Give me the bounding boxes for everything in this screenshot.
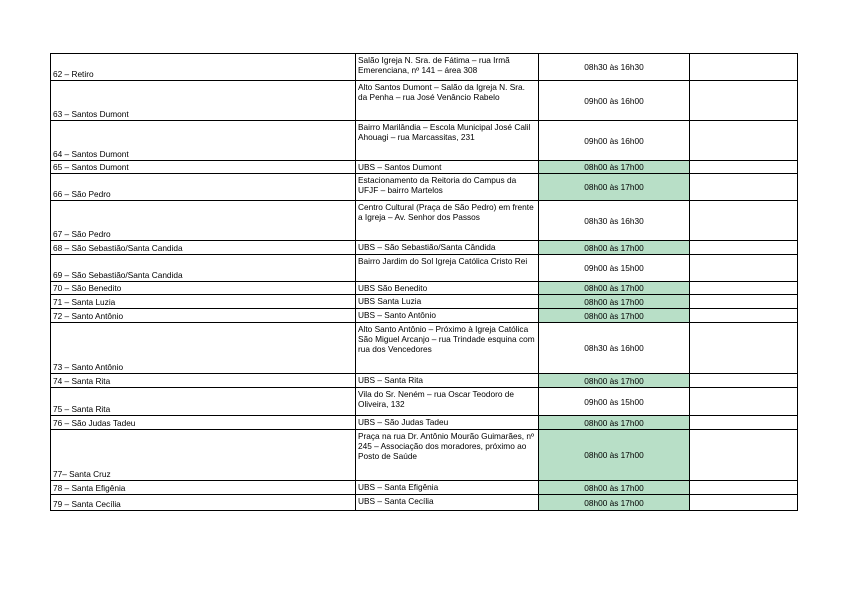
empty-cell bbox=[690, 430, 798, 481]
region-cell: 66 – São Pedro bbox=[51, 174, 356, 201]
table-row bbox=[51, 388, 798, 416]
empty-cell bbox=[690, 121, 798, 161]
region-cell: 70 – São Benedito bbox=[51, 282, 356, 295]
empty-cell bbox=[690, 295, 798, 309]
table-row bbox=[51, 121, 798, 161]
location-cell: UBS Santa Luzia bbox=[356, 295, 539, 309]
location-cell: Bairro Marilândia – Escola Municipal José Calil Ahouagi – rua Marcassitas, 231 bbox=[356, 121, 539, 161]
hours-cell: 08h00 às 17h00 bbox=[539, 174, 690, 201]
hours-cell: 09h00 às 16h00 bbox=[539, 121, 690, 161]
table-row bbox=[51, 309, 798, 323]
region-cell: 75 – Santa Rita bbox=[51, 388, 356, 416]
region-cell: 79 – Santa Cecília bbox=[51, 495, 356, 511]
hours-cell: 08h00 às 17h00 bbox=[539, 309, 690, 323]
hours-cell: 08h30 às 16h00 bbox=[539, 323, 690, 374]
region-cell: 77– Santa Cruz bbox=[51, 430, 356, 481]
table-row bbox=[51, 374, 798, 388]
location-cell: Vila do Sr. Neném – rua Oscar Teodoro de Oliveira, 132 bbox=[356, 388, 539, 416]
table-row bbox=[51, 241, 798, 255]
region-cell: 71 – Santa Luzia bbox=[51, 295, 356, 309]
location-cell: UBS – Santos Dumont bbox=[356, 161, 539, 174]
location-cell: UBS – São Judas Tadeu bbox=[356, 416, 539, 430]
region-cell: 76 – São Judas Tadeu bbox=[51, 416, 356, 430]
empty-cell bbox=[690, 282, 798, 295]
hours-cell: 08h00 às 17h00 bbox=[539, 481, 690, 495]
location-cell: UBS – Santa Rita bbox=[356, 374, 539, 388]
location-cell: Bairro Jardim do Sol Igreja Católica Cristo Rei bbox=[356, 255, 539, 282]
region-cell: 67 – São Pedro bbox=[51, 201, 356, 241]
location-cell: Salão Igreja N. Sra. de Fátima – rua Irmã Emerenciana, nº 141 – área 308 bbox=[356, 54, 539, 81]
table-row bbox=[51, 255, 798, 282]
location-cell: UBS – São Sebastião/Santa Cândida bbox=[356, 241, 539, 255]
empty-cell bbox=[690, 81, 798, 121]
table-row bbox=[51, 481, 798, 495]
table-row bbox=[51, 295, 798, 309]
table-row bbox=[51, 161, 798, 174]
table-body bbox=[51, 54, 798, 511]
empty-cell bbox=[690, 416, 798, 430]
empty-cell bbox=[690, 309, 798, 323]
hours-cell: 08h30 às 16h30 bbox=[539, 54, 690, 81]
empty-cell bbox=[690, 481, 798, 495]
empty-cell bbox=[690, 388, 798, 416]
region-cell: 68 – São Sebastião/Santa Candida bbox=[51, 241, 356, 255]
empty-cell bbox=[690, 54, 798, 81]
location-cell: UBS – Santo Antônio bbox=[356, 309, 539, 323]
hours-cell: 09h00 às 15h00 bbox=[539, 388, 690, 416]
region-cell: 78 – Santa Efigênia bbox=[51, 481, 356, 495]
hours-cell: 08h00 às 17h00 bbox=[539, 295, 690, 309]
empty-cell bbox=[690, 255, 798, 282]
region-cell: 69 – São Sebastião/Santa Candida bbox=[51, 255, 356, 282]
table-row bbox=[51, 54, 798, 81]
region-cell: 63 – Santos Dumont bbox=[51, 81, 356, 121]
table-row bbox=[51, 430, 798, 481]
region-cell: 72 – Santo Antônio bbox=[51, 309, 356, 323]
empty-cell bbox=[690, 161, 798, 174]
location-cell: UBS – Santa Cecília bbox=[356, 495, 539, 511]
table-row bbox=[51, 282, 798, 295]
location-cell: UBS São Benedito bbox=[356, 282, 539, 295]
empty-cell bbox=[690, 201, 798, 241]
location-cell: Alto Santos Dumont – Salão da Igreja N. Sra. da Penha – rua José Venâncio Rabelo bbox=[356, 81, 539, 121]
hours-cell: 08h00 às 17h00 bbox=[539, 416, 690, 430]
vaccination-schedule-table bbox=[50, 53, 798, 511]
location-cell: Praça na rua Dr. Antônio Mourão Guimarães, nº 245 – Associação dos moradores, próximo ao Posto de Saúde bbox=[356, 430, 539, 481]
hours-cell: 09h00 às 16h00 bbox=[539, 81, 690, 121]
table-row bbox=[51, 495, 798, 511]
location-cell: UBS – Santa Efigênia bbox=[356, 481, 539, 495]
hours-cell: 08h00 às 17h00 bbox=[539, 495, 690, 511]
hours-cell: 08h00 às 17h00 bbox=[539, 430, 690, 481]
hours-cell: 09h00 às 15h00 bbox=[539, 255, 690, 282]
hours-cell: 08h00 às 17h00 bbox=[539, 161, 690, 174]
table-row bbox=[51, 416, 798, 430]
empty-cell bbox=[690, 323, 798, 374]
location-cell: Estacionamento da Reitoria do Campus da UFJF – bairro Martelos bbox=[356, 174, 539, 201]
location-cell: Alto Santo Antônio – Próximo à Igreja Católica São Miguel Arcanjo – rua Trindade esquina com rua dos Vencedores bbox=[356, 323, 539, 374]
hours-cell: 08h00 às 17h00 bbox=[539, 374, 690, 388]
empty-cell bbox=[690, 374, 798, 388]
table-row bbox=[51, 201, 798, 241]
hours-cell: 08h00 às 17h00 bbox=[539, 282, 690, 295]
empty-cell bbox=[690, 495, 798, 511]
location-cell: Centro Cultural (Praça de São Pedro) em frente a Igreja – Av. Senhor dos Passos bbox=[356, 201, 539, 241]
region-cell: 65 – Santos Dumont bbox=[51, 161, 356, 174]
table-row bbox=[51, 174, 798, 201]
region-cell: 62 – Retiro bbox=[51, 54, 356, 81]
table-row bbox=[51, 323, 798, 374]
region-cell: 64 – Santos Dumont bbox=[51, 121, 356, 161]
region-cell: 74 – Santa Rita bbox=[51, 374, 356, 388]
hours-cell: 08h00 às 17h00 bbox=[539, 241, 690, 255]
region-cell: 73 – Santo Antônio bbox=[51, 323, 356, 374]
empty-cell bbox=[690, 174, 798, 201]
hours-cell: 08h30 às 16h30 bbox=[539, 201, 690, 241]
empty-cell bbox=[690, 241, 798, 255]
table-row bbox=[51, 81, 798, 121]
